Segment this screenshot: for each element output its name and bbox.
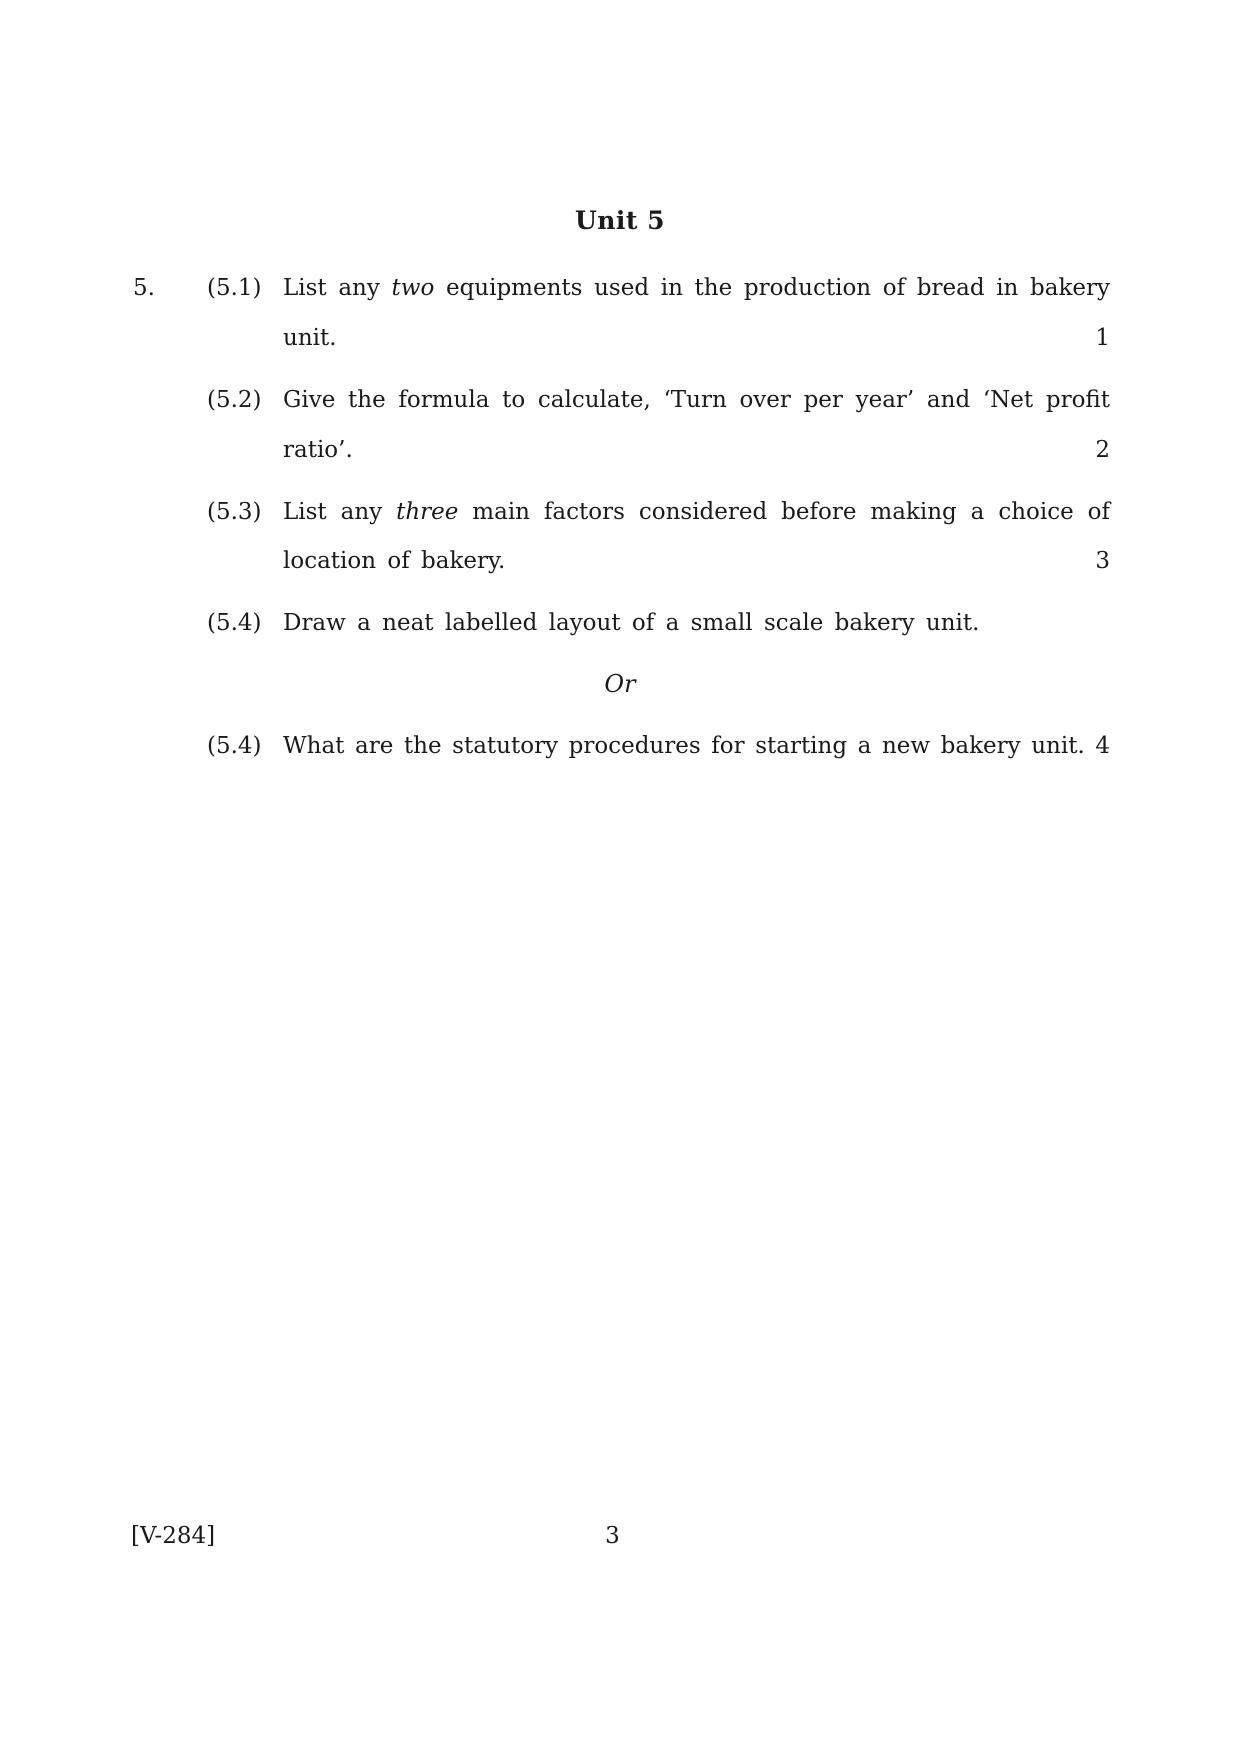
question-text-line-1: [283, 499, 1110, 529]
question-text-line-2: location of bakery.: [283, 548, 506, 574]
question-text-part: main factors considered before making a choice of: [458, 499, 1110, 525]
question-text-part: List any: [283, 499, 397, 525]
question-label: (5.2): [207, 387, 262, 413]
question-text-part: List any: [283, 275, 392, 301]
question-text-line-1: Draw a neat labelled layout of a small scale bakery unit.: [283, 610, 980, 636]
question-text-line-1: [283, 275, 1110, 305]
question-text-line-2: ratio’.: [283, 437, 353, 463]
question-text-line-2: unit.: [283, 325, 337, 351]
unit-heading: Unit 5: [574, 206, 666, 235]
or-separator: Or: [604, 670, 636, 698]
marks: 2: [1095, 437, 1110, 463]
question-label: (5.4): [207, 733, 262, 759]
page-number: 3: [605, 1523, 620, 1549]
question-text-line-1: What are the statutory procedures for starting a new bakery unit. 4: [283, 733, 1110, 759]
question-text-part: equipments used in the production of bread in bakery: [434, 275, 1110, 301]
marks: 3: [1095, 548, 1110, 574]
question-number: 5.: [133, 275, 155, 301]
question-label: (5.3): [207, 499, 262, 525]
footer-code: [V-284]: [131, 1523, 216, 1549]
question-text-line-1: Give the formula to calculate, ‘Turn over per year’ and ‘Net profit: [283, 387, 1110, 413]
question-label: (5.1): [207, 275, 262, 301]
emphasized-word: three: [396, 499, 459, 525]
marks: 1: [1095, 325, 1110, 351]
question-label: (5.4): [207, 610, 262, 636]
emphasized-word: two: [391, 275, 435, 301]
